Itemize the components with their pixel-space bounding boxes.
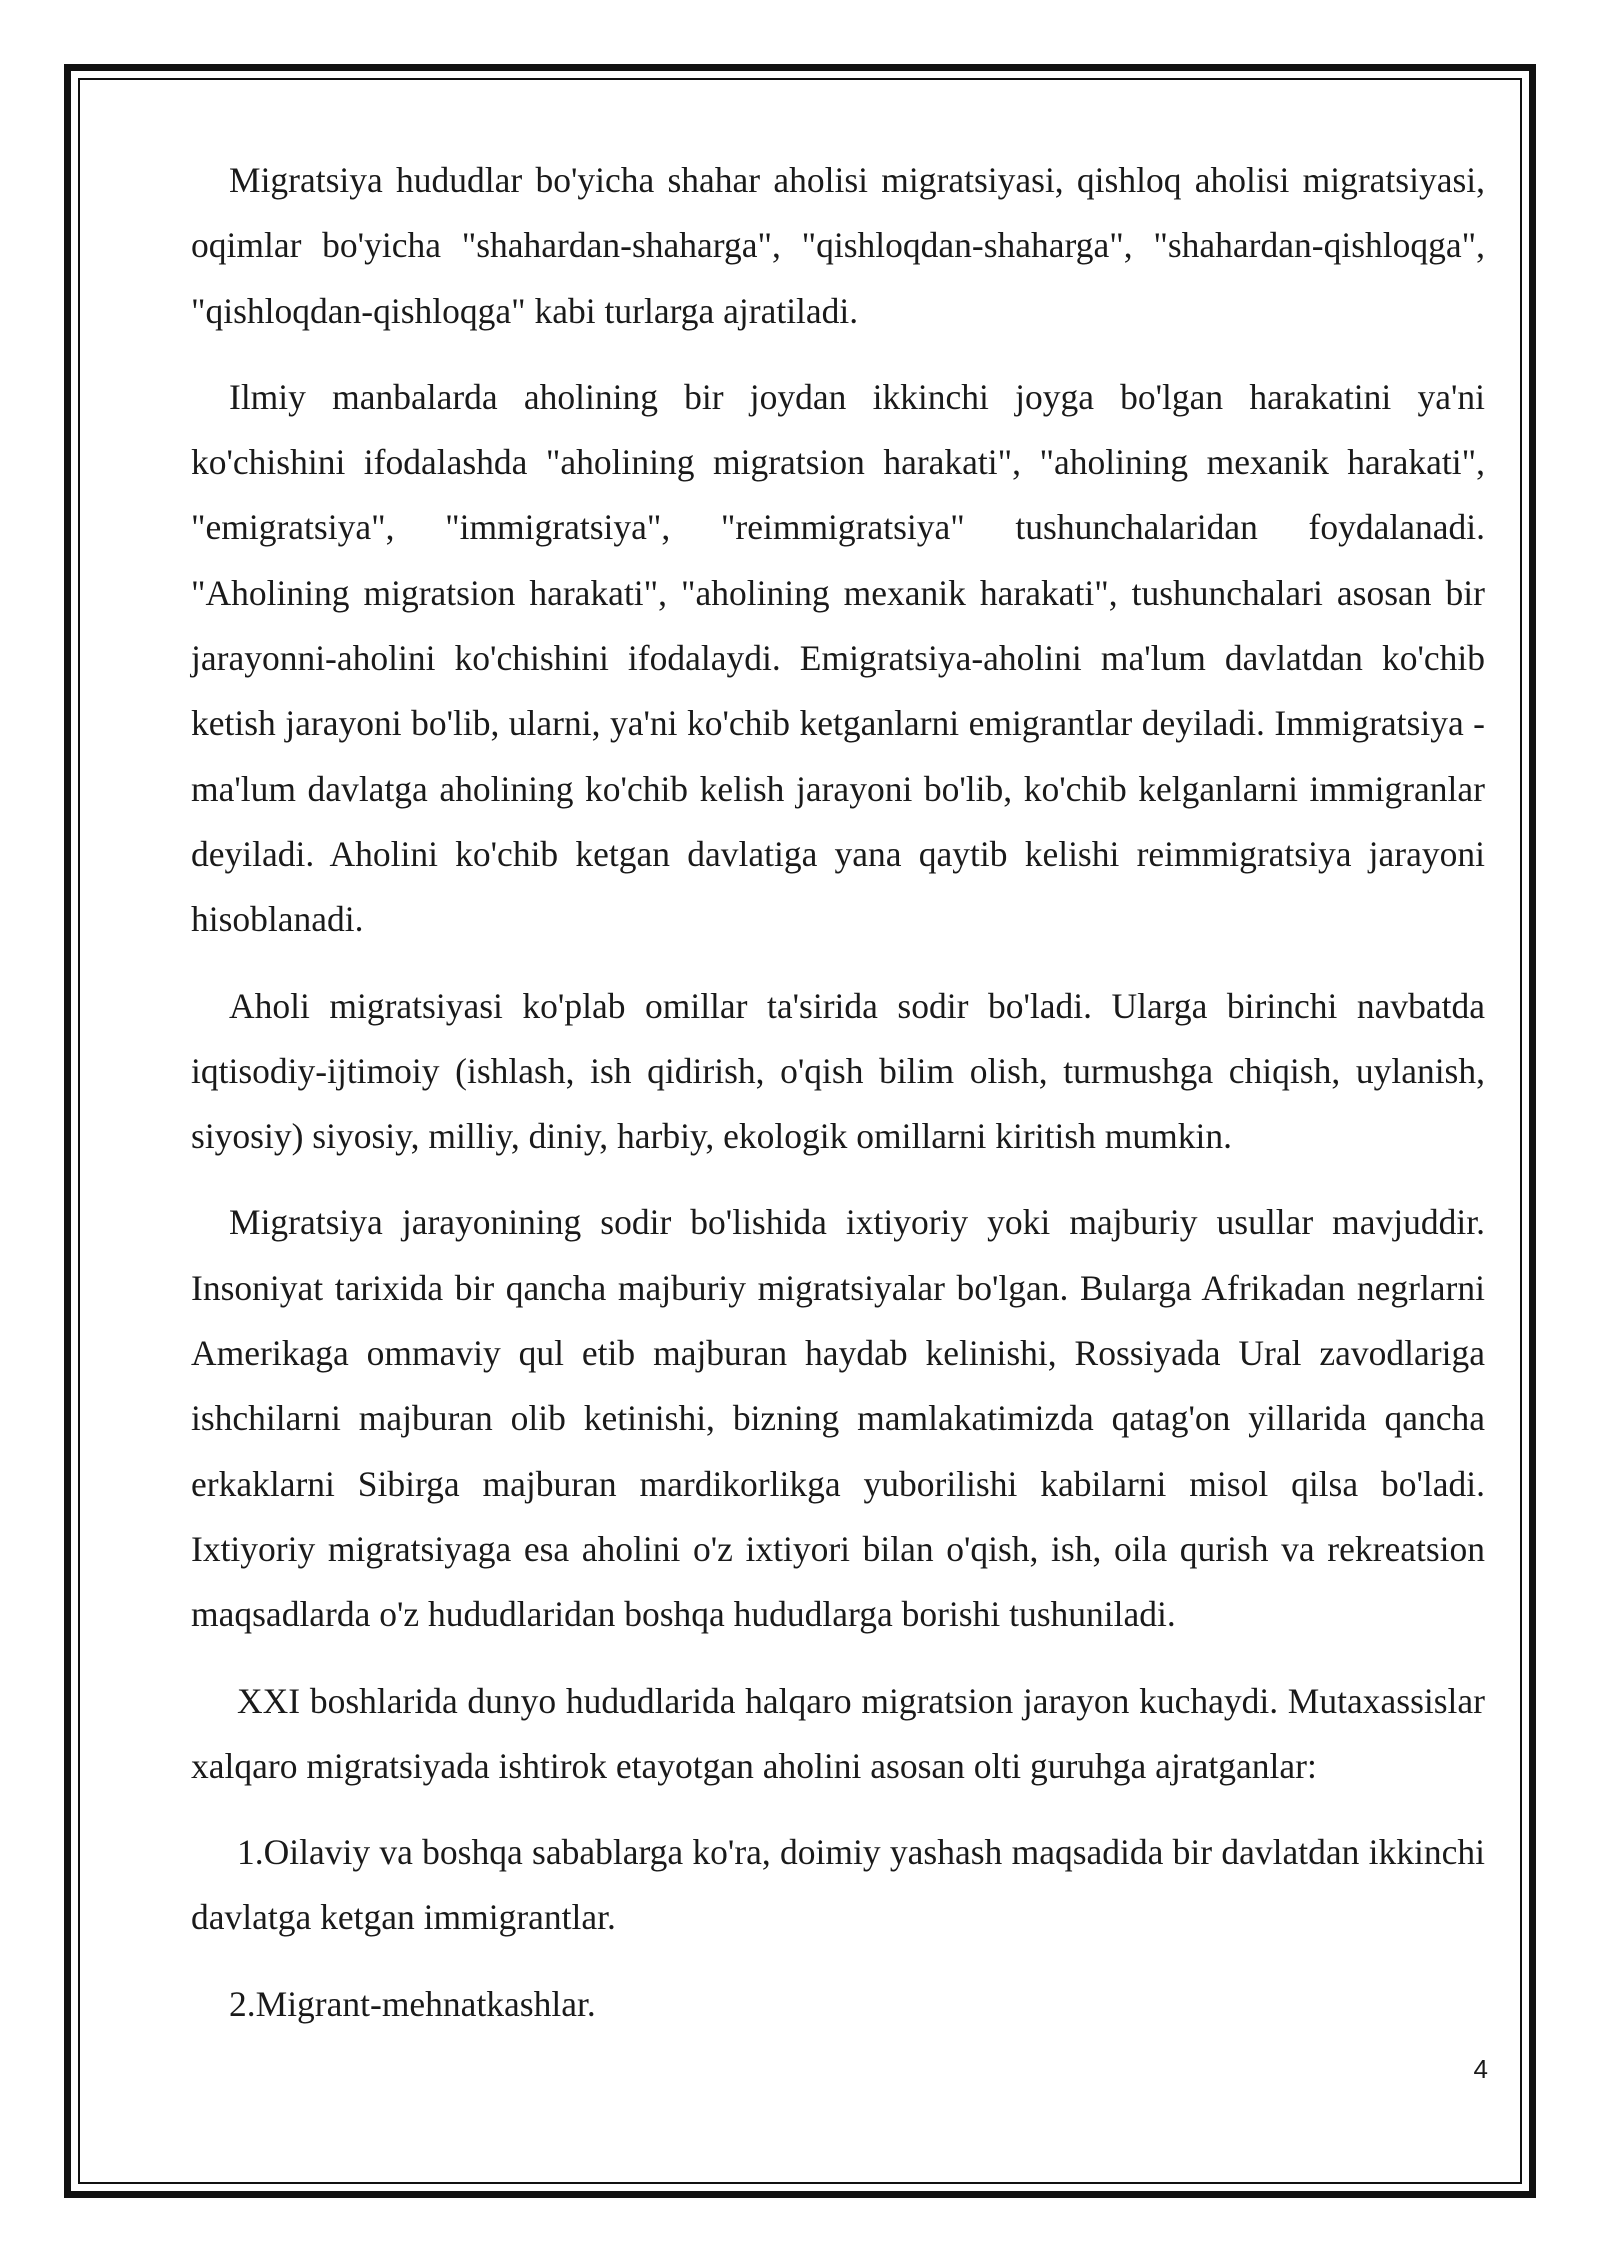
paragraph-international-migration: XXI boshlarida dunyo hududlarida halqaro migratsion jarayon kuchaydi. Mutaxassislar xalqaro migratsiyada ishtirok etayotgan aholini asosan olti guruhga ajratganlar: [191, 1680, 1485, 1786]
paragraph-voluntary-forced: Migratsiya jarayonining sodir bo'lishida ixtiyoriy yoki majburiy usullar mavjuddir. Insoniyat tarixida bir qancha majburiy migratsiyalar bo'lgan. Bularga Afrikadan negrlarni Amerikaga ommaviy qul etib majburan haydab kelinishi, Rossiyada Ural zavodlariga ishchilarni majburan olib ketinishi, bizning mamlakatimizda qatag'on yillarida qancha erkaklarni Sibirga majburan mardikorlikga yuborilishi kabilarni misol qilsa bo'ladi. Ixtiyoriy migratsiyaga esa aholini o'z ixtiyori bilan o'qish, ish, oila qurish va rekreatsion maqsadlarda o'z hududlaridan boshqa hududlarga borishi tushuniladi. [191, 1202, 1485, 1635]
paragraph-scientific-terms: Ilmiy manbalarda aholining bir joydan ikkinchi joyga bo'lgan harakatini ya'ni ko'chishini ifodalashda "aholining migratsion harakati", "aholining mexanik harakati", "emigratsiya", "immigratsiya", "reimmigratsiya" tushunchalaridan foydalanadi. "Aholining migratsion harakati", "aholining mexanik harakati", tushunchalari asosan bir jarayonni-aholini ko'chishini ifodalaydi. Emigratsiya-aholini ma'lum davlatdan ko'chib ketish jarayoni bo'lib, ularni, ya'ni ko'chib ketganlarni emigrantlar deyiladi. Immigratsiya - ma'lum davlatga aholining ko'chib kelish jarayoni bo'lib, ko'chib kelganlarni immigranlar deyiladi. Aholini ko'chib ketgan davlatiga yana qaytib kelishi reimmigratsiya jarayoni hisoblanadi. [191, 376, 1485, 940]
list-item-migrant-workers: 2.Migrant-mehnatkashlar. [229, 1983, 596, 2024]
paragraph-migration-factors: Aholi migratsiyasi ko'plab omillar ta'sirida sodir bo'ladi. Ularga birinchi navbatda iqtisodiy-ijtimoiy (ishlash, ish qidirish, o'qish bilim olish, turmushga chiqish, uylanish, siyosiy) siyosiy, milliy, diniy, harbiy, ekologik omillarni kiritish mumkin. [191, 985, 1485, 1157]
document-body [191, 148, 1485, 2037]
paragraph-migration-types: Migratsiya hududlar bo'yicha shahar aholisi migratsiyasi, qishloq aholisi migratsiyasi, oqimlar bo'yicha "shahardan-shaharga", "qishloqdan-shaharga", "shahardan-qishloqga", "qishloqdan-qishloqga" kabi turlarga ajratiladi. [191, 160, 1485, 331]
list-item-immigrants: 1.Oilaviy va boshqa sabablarga ko'ra, doimiy yashash maqsadida bir davlatdan ikkinchi davlatga ketgan immigrantlar. [191, 1832, 1485, 1938]
page-number: 4 [1473, 2054, 1488, 2084]
